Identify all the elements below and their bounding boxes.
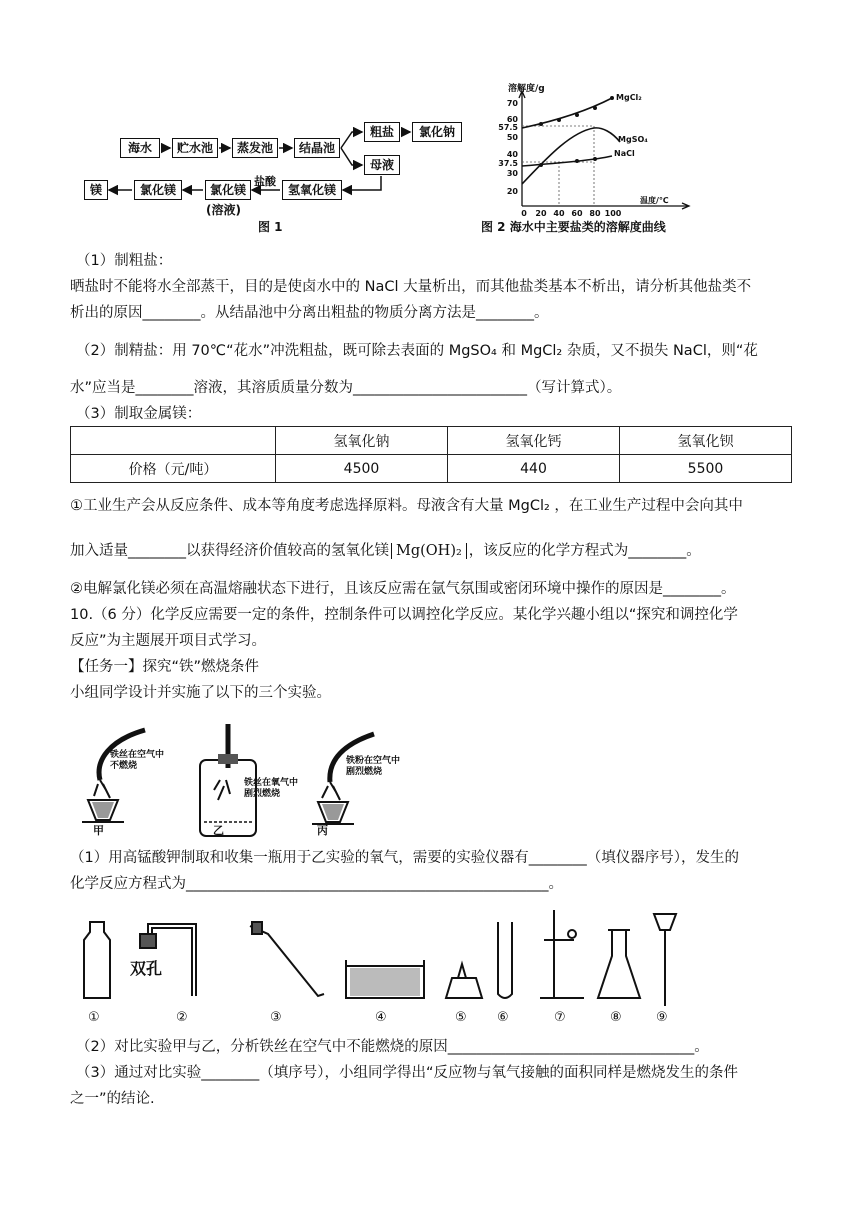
q3a-line-2-post: ，该反应的化学方程式为________。 [468,543,701,559]
table-header-cell: 氢氧化钡 [620,427,792,455]
box-evap: 蒸发池 [232,138,278,158]
table-row [71,455,792,483]
instrument-num-5: ⑤ [455,1010,467,1025]
y-ticks [498,99,518,196]
label-mgcl2: MgCl₂ [616,93,642,102]
box-mgcl-solution: 氯化镁 [205,180,251,200]
q10-line-1: 10.（6 分）化学反应需要一定的条件，控制条件可以调控化学反应。某化学兴趣小组以“探究和调控化学 [70,607,738,623]
intro-line: 小组同学设计并实施了以下的三个实验。 [70,685,331,701]
curve-mgso4 [522,128,620,184]
box-mgcl: 氯化镁 [134,180,182,200]
instrument-num-8: ⑧ [610,1010,622,1025]
label-yi: 乙 [213,824,224,837]
table-cell: 440 [448,455,620,483]
q3-heading: （3）制取金属镁： [76,406,202,422]
instruments-drawing [0,900,860,1050]
box-mg: 镁 [84,180,108,200]
q1-heading: （1）制粗盐： [76,253,173,269]
q3a-line-2-pre: 加入适量________以获得经济价值较高的氢氧化镁 [70,543,389,559]
solution-note: (溶液) [206,203,241,217]
box-cryst: 结晶池 [294,138,340,158]
table-cell: 4500 [276,455,448,483]
curve-nacl [522,156,612,166]
ytick-50: 50 [506,133,518,142]
ytick-37.5: 37.5 [498,159,518,168]
note-jia: 铁丝在空气中不燃烧 [110,750,165,771]
ytick-20: 20 [506,187,518,196]
q3a-line-1: ①工业生产会从反应条件、成本等角度考虑选择原料。母液含有大量 MgCl₂ ，在工业生产过程中会向其中 [70,498,743,514]
s3-line-2: 之一”的结论. [70,1091,155,1107]
label-jia: 甲 [93,824,104,837]
instrument-num-9: ⑨ [656,1010,668,1025]
xtick-60: 60 [571,209,583,218]
table-row-label: 价格（元/吨） [71,455,276,483]
table-header-row [71,427,792,455]
instrument-num-1: ① [88,1010,100,1025]
note-bing: 铁粉在空气中剧烈燃烧 [346,756,401,777]
chart-ylabel: 溶解度/g [508,84,545,94]
xtick-100: 100 [604,209,622,218]
figure-2-caption: 图 2 海水中主要盐类的溶解度曲线 [481,220,666,234]
label-nacl: NaCl [614,149,635,158]
ytick-40: 40 [506,150,518,159]
double-hole-label: 双孔 [130,959,163,978]
figure-1-caption: 图 1 [258,220,283,234]
ytick-70: 70 [506,99,518,108]
label-bing: 丙 [317,824,328,837]
ytick-57.5: 57.5 [498,123,518,132]
box-mgoh: 氢氧化镁 [282,180,342,200]
box-storage: 贮水池 [172,138,218,158]
table-header-cell: 氢氧化钠 [276,427,448,455]
q2-line-2: 水”应当是________溶液，其溶质质量分数为________________________（写计算式）。 [70,380,622,396]
xtick-40: 40 [553,209,565,218]
q3a-line-2 [70,541,701,561]
box-mother: 母液 [364,155,400,175]
box-seawater: 海水 [120,138,160,158]
task-1-heading: 【任务一】探究“铁”燃烧条件 [70,659,260,675]
q2-line-1: （2）制精盐：用 70℃“花水”冲洗粗盐，既可除去表面的 MgSO₄ 和 MgCl₂ 杂质，又不损失 NaCl，则“花 [76,343,758,359]
instrument-num-6: ⑥ [497,1010,509,1025]
instrument-num-4: ④ [375,1010,387,1025]
x-ticks [521,209,622,218]
label-mgso4: MgSO₄ [618,135,648,144]
experiment-jia [70,720,190,840]
instrument-num-7: ⑦ [554,1010,566,1025]
xtick-0: 0 [521,209,527,218]
solubility-chart [0,0,860,240]
s3-line-1: （3）通过对比实验________（填序号），小组同学得出“反应物与氧气接触的面积同样是燃烧发生的条件 [76,1065,738,1081]
instrument-num-3: ③ [270,1010,282,1025]
box-crude: 粗盐 [364,122,400,142]
chart-xlabel: 温度/℃ [640,196,669,205]
table-header-cell [71,427,276,455]
xtick-80: 80 [589,209,601,218]
ytick-60: 60 [506,115,518,124]
price-table [70,426,792,483]
q10-line-2: 反应”为主题展开项目式学习。 [70,633,267,649]
table-header-cell: 氢氧化钙 [448,427,620,455]
table-cell: 5500 [620,455,792,483]
curve-mgcl2 [522,98,612,128]
formula-bracket: Mg(OH)₂ [391,543,467,559]
s1-line-1: （1）用高锰酸钾制取和收集一瓶用于乙实验的氧气，需要的实验仪器有________（填仪器序号），发生的 [70,850,739,866]
s2-line: （2）对比实验甲与乙，分析铁丝在空气中不能燃烧的原因__________________________________。 [76,1039,709,1055]
q1-line-2: 析出的原因________。从结晶池中分离出粗盐的物质分离方法是________。 [70,305,549,321]
box-nacl: 氯化钠 [412,122,462,142]
xtick-20: 20 [535,209,547,218]
s1-line-2: 化学反应方程式为__________________________________________________。 [70,876,563,892]
q3b-line: ②电解氯化镁必须在高温熔融状态下进行，且该反应需在氩气氛围或密闭环境中操作的原因是________。 [70,581,736,597]
instrument-num-2: ② [176,1010,188,1025]
hcl-label: 盐酸 [254,175,276,188]
note-yi: 铁丝在氧气中剧烈燃烧 [244,778,299,799]
ytick-30: 30 [506,169,518,178]
q1-line-1: 晒盐时不能将水全部蒸干，目的是使卤水中的 NaCl 大量析出，而其他盐类基本不析出，请分析其他盐类不 [70,279,752,295]
